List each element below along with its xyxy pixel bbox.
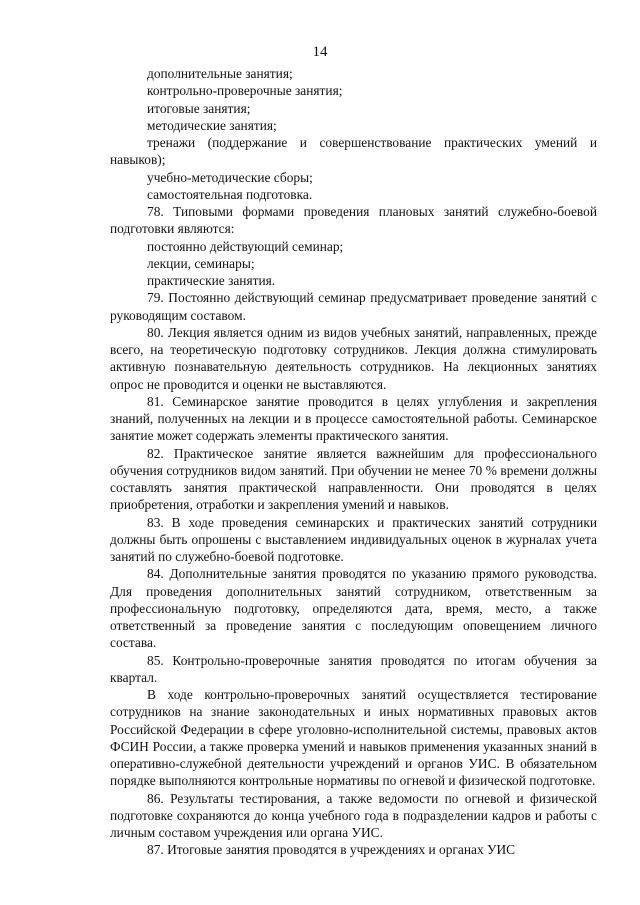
paragraph-80: 80. Лекция является одним из видов учебных занятий, направленных, прежде всего, на теоретическую подготовку сотрудников. Лекция должна стимулировать активную познавательную деятельность сотрудников. На лекционных занятиях опрос не проводится и оценки не выставляются. (110, 324, 597, 392)
paragraph-82: 82. Практическое занятие является важнейшим для профессионального обучения сотрудников видом занятий. При обучении не менее 70 % времени должны составлять занятия практической направленности. Они проводятся в целях приобретения, отработки и закрепления умений и навыков. (110, 445, 597, 513)
page-number: 14 (312, 44, 328, 60)
list-item: дополнительные занятия; (147, 66, 293, 81)
list-item: итоговые занятия; (147, 100, 251, 116)
paragraph-85-continued: В ходе контрольно-проверочных занятий осуществляется тестирование сотрудников на знание законодательных и иных нормативных правовых актов Российской Федерации в сфере уголовно-исполнительной системы, правовых актов ФСИН России, а также проверка умений и навыков применения указанных знаний в оперативно-служебной деятельности учреждений и органов УИС. В обязательном порядке выполняются контрольные нормативы по огневой и физической подготовке. (110, 687, 597, 789)
paragraph-83: 83. В ходе проведения семинарских и практических занятий сотрудники должны быть опрошены с выставлением индивидуальных оценок в журналах учета занятий по служебно-боевой подготовке. (110, 514, 597, 564)
paragraph-79: 79. Постоянно действующий семинар предусматривает проведение занятий с руководящим составом. (110, 290, 597, 323)
list-item: тренажи (поддержание и совершенствование практических умений и навыков); (110, 135, 597, 168)
list-item: практические занятия. (147, 273, 276, 288)
list-item: самостоятельная подготовка. (147, 186, 313, 202)
paragraph-81: 81. Семинарское занятие проводится в целях углубления и закрепления знаний, полученных на лекции и в процессе самостоятельной работы. Семинарское занятие может содержать элементы практического занятия. (110, 393, 597, 444)
paragraph-86: 86. Результаты тестирования, а также ведомости по огневой и физической подготовке сохраняются до конца учебного года в подразделении кадров и работы с личным составом учреждения или органа УИС. (110, 790, 597, 840)
paragraph-85: 85. Контрольно-проверочные занятия проводятся по итогам обучения за квартал. (110, 652, 597, 685)
list-item: лекции, семинары; (147, 255, 255, 271)
document-body (110, 65, 597, 859)
paragraph-84: 84. Дополнительные занятия проводятся по указанию прямого руководства. Для проведения дополнительных занятий сотрудником, ответственным за профессиональную подготовку, определяются дата, время, место, а также ответственный за проведение занятия с последующим оповещением личного состава. (110, 566, 597, 651)
list-item: методические занятия; (147, 117, 277, 133)
paragraph-87: 87. Итоговые занятия проводятся в учреждениях и органах УИС (147, 842, 516, 858)
list-item: учебно-методические сборы; (147, 169, 313, 185)
list-item: контрольно-проверочные занятия; (147, 83, 343, 99)
list-item: постоянно действующий семинар; (147, 238, 344, 254)
paragraph-78: 78. Типовыми формами проведения плановых занятий служебно-боевой подготовки являются: (110, 204, 597, 237)
